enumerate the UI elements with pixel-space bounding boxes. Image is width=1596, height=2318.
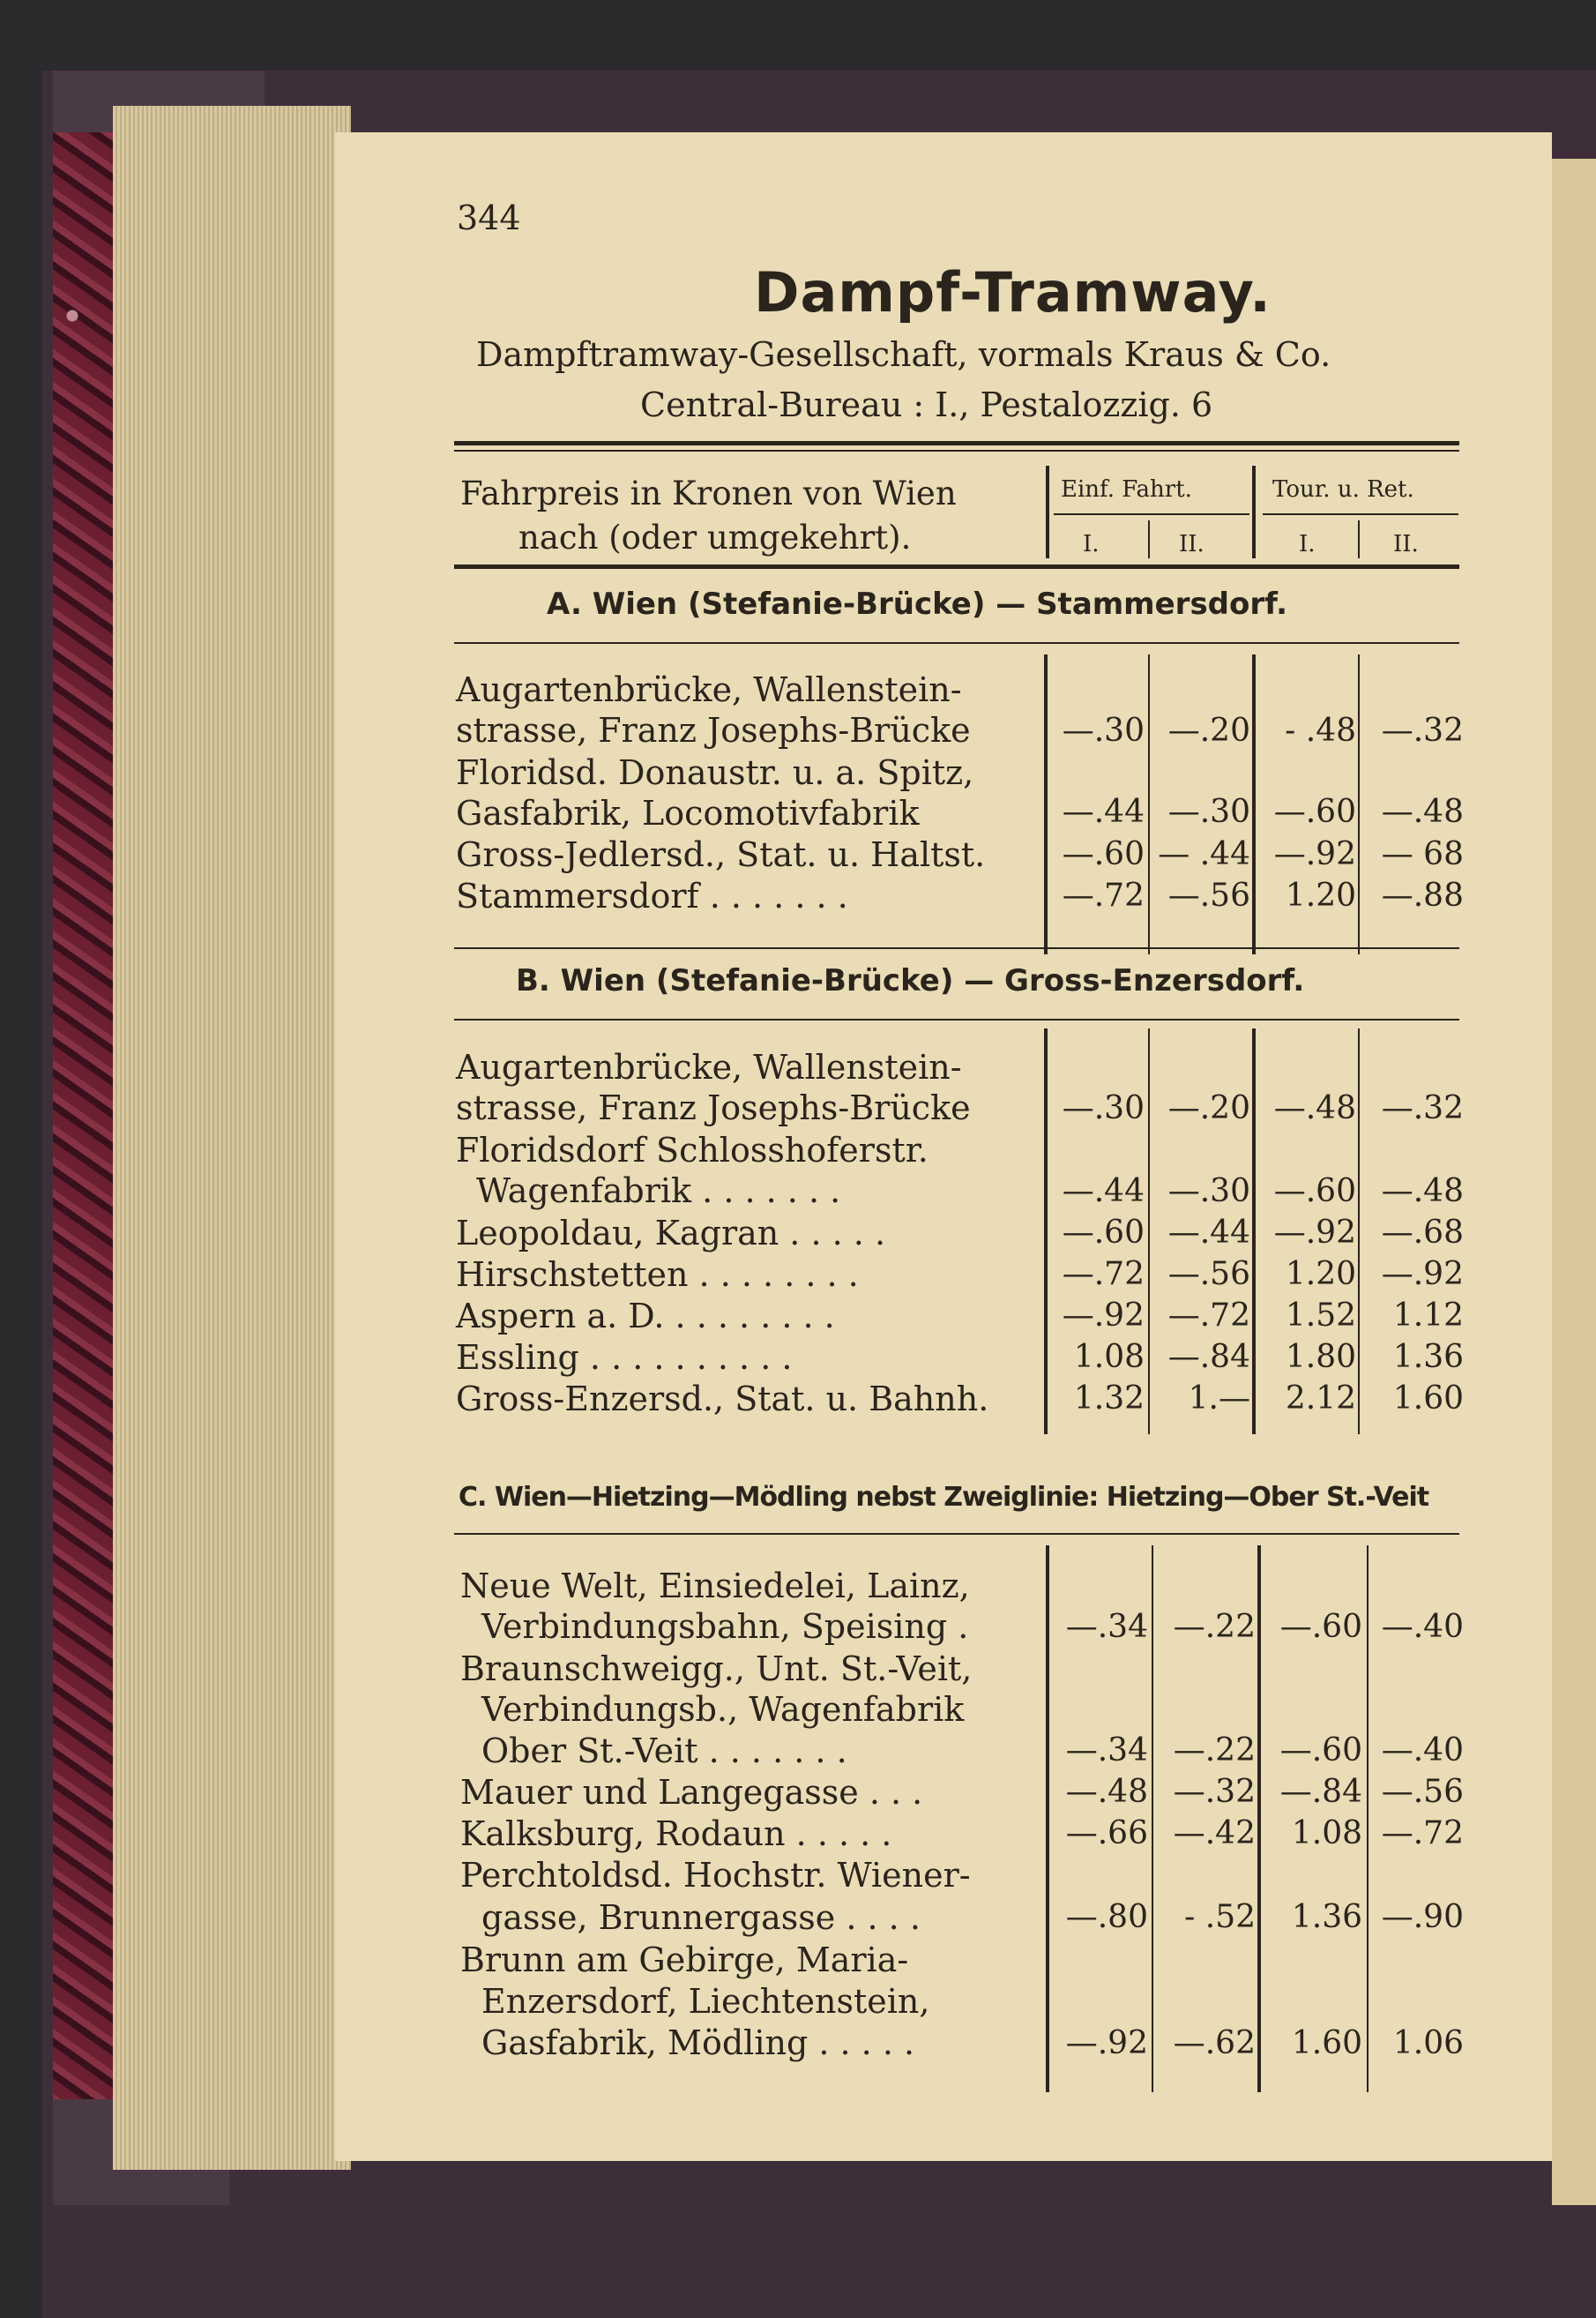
section-c-rule: [454, 1533, 1459, 1535]
c-line-11: Gasfabrik, Mödling . . . . .: [481, 2023, 915, 2062]
a-val-3-1: —.56: [1167, 878, 1250, 914]
col-einf-1: I.: [1083, 531, 1100, 557]
a-val-0-2: - .48: [1285, 713, 1356, 749]
c-val-1-1: —.22: [1173, 1732, 1256, 1768]
page-number: 344: [457, 198, 521, 237]
c-line-10: Enzersdorf, Liechtenstein,: [481, 1982, 930, 2021]
b-val-4-0: —.92: [1062, 1297, 1145, 1334]
b-val-2-2: —.92: [1273, 1215, 1356, 1251]
hdr-vline-3: [1252, 466, 1256, 558]
b-val-4-2: 1.52: [1285, 1297, 1356, 1334]
b-val-3-3: —.92: [1381, 1256, 1464, 1292]
c-val-0-1: —.22: [1173, 1609, 1256, 1645]
c-val-2-1: —.32: [1173, 1774, 1256, 1810]
a-val-3-0: —.72: [1062, 878, 1145, 914]
c-line-9: Brunn am Gebirge, Maria-: [460, 1940, 909, 1979]
b-val-5-0: 1.08: [1073, 1339, 1145, 1375]
header-bottom-rule: [454, 565, 1459, 569]
c-line-1: Verbindungsbahn, Speising .: [481, 1607, 969, 1646]
c-val-2-2: —.84: [1279, 1774, 1362, 1810]
a-val-0-1: —.20: [1167, 713, 1250, 749]
b-val-5-2: 1.80: [1285, 1339, 1356, 1375]
a-val-2-1: — .44: [1158, 836, 1250, 872]
a-line-4: Gross-Jedlersd., Stat. u. Haltst.: [456, 835, 986, 874]
c-val-2-0: —.48: [1065, 1774, 1148, 1810]
a-val-0-0: —.30: [1062, 713, 1145, 749]
c-val-5-0: —.92: [1065, 2025, 1148, 2061]
a-val-1-0: —.44: [1062, 794, 1145, 830]
a-line-1: strasse, Franz Josephs-Brücke: [456, 711, 971, 750]
c-val-5-3: 1.06: [1392, 2025, 1464, 2061]
b-val-6-2: 2.12: [1285, 1380, 1356, 1417]
b-line-2: Floridsdorf Schlosshoferstr.: [456, 1131, 929, 1170]
top-double-rule: [454, 441, 1459, 445]
a-val-1-3: —.48: [1381, 794, 1464, 830]
b-line-6: Aspern a. D. . . . . . . . .: [456, 1297, 835, 1335]
b-val-3-1: —.56: [1167, 1256, 1250, 1292]
c-val-4-3: —.90: [1381, 1899, 1464, 1935]
a-val-2-0: —.60: [1062, 836, 1145, 872]
fare-header-2: nach (oder umgekehrt).: [518, 519, 912, 557]
c-val-3-2: 1.08: [1291, 1815, 1362, 1851]
c-vline-2: [1152, 1545, 1153, 2092]
hdr-vline-1: [1046, 466, 1049, 558]
c-val-2-3: —.56: [1381, 1774, 1464, 1810]
b-line-3: Wagenfabrik . . . . . . .: [476, 1171, 841, 1210]
tour-underline: [1263, 513, 1458, 515]
b-val-2-0: —.60: [1062, 1215, 1145, 1251]
b-val-0-0: —.30: [1062, 1090, 1145, 1126]
b-val-0-1: —.20: [1167, 1090, 1250, 1126]
a-line-3: Gasfabrik, Locomotivfabrik: [456, 794, 920, 833]
c-val-4-1: - .52: [1184, 1899, 1256, 1935]
b-line-0: Augartenbrücke, Wallenstein-: [456, 1048, 962, 1087]
b-val-2-3: —.68: [1381, 1215, 1464, 1251]
office-line: Central-Bureau : I., Pestalozzig. 6: [640, 385, 1213, 424]
c-line-8: gasse, Brunnergasse . . . .: [481, 1898, 921, 1937]
section-a-rule: [454, 642, 1459, 644]
section-b-title: B. Wien (Stefanie-Brücke) — Gross-Enzersdorf.: [516, 963, 1305, 998]
einf-underline: [1054, 513, 1249, 515]
b-val-5-1: —.84: [1167, 1339, 1250, 1375]
b-val-0-3: —.32: [1381, 1090, 1464, 1126]
b-val-2-1: —.44: [1167, 1215, 1250, 1251]
a-val-2-3: — 68: [1381, 836, 1464, 872]
a-vline-1: [1044, 654, 1048, 954]
b-val-6-1: 1.—: [1188, 1380, 1250, 1417]
c-val-1-0: —.34: [1065, 1732, 1148, 1768]
c-val-5-2: 1.60: [1291, 2025, 1362, 2061]
a-line-2: Floridsd. Donaustr. u. a. Spitz,: [456, 753, 974, 792]
c-line-4: Ober St.-Veit . . . . . . .: [481, 1731, 847, 1770]
c-val-4-0: —.80: [1065, 1899, 1148, 1935]
tour-header: Tour. u. Ret.: [1272, 476, 1414, 503]
b-val-3-2: 1.20: [1285, 1256, 1356, 1292]
b-line-5: Hirschstetten . . . . . . . .: [456, 1255, 859, 1294]
company-line: Dampftramway-Gesellschaft, vormals Kraus & Co.: [476, 335, 1331, 374]
c-val-1-3: —.40: [1381, 1732, 1464, 1768]
a-line-5: Stammersdorf . . . . . . .: [456, 877, 848, 916]
top-thin-rule: [454, 450, 1459, 452]
a-val-0-3: —.32: [1381, 713, 1464, 749]
a-val-1-2: —.60: [1273, 794, 1356, 830]
b-val-5-3: 1.36: [1392, 1339, 1464, 1375]
c-line-5: Mauer und Langegasse . . .: [460, 1773, 923, 1812]
b-line-8: Gross-Enzersd., Stat. u. Bahnh.: [456, 1380, 989, 1418]
b-val-0-2: —.48: [1273, 1090, 1356, 1126]
a-val-2-2: —.92: [1273, 836, 1356, 872]
c-val-3-0: —.66: [1065, 1815, 1148, 1851]
c-val-3-3: —.72: [1381, 1815, 1464, 1851]
c-line-7: Perchtoldsd. Hochstr. Wiener-: [460, 1856, 971, 1895]
c-val-0-2: —.60: [1279, 1609, 1362, 1645]
b-val-4-3: 1.12: [1392, 1297, 1464, 1334]
b-vline-1: [1044, 1028, 1048, 1434]
c-val-5-1: —.62: [1173, 2025, 1256, 2061]
page-title: Dampf-Tramway.: [754, 260, 1272, 325]
c-val-0-0: —.34: [1065, 1609, 1148, 1645]
a-val-1-1: —.30: [1167, 794, 1250, 830]
c-vline-4: [1367, 1545, 1369, 2092]
a-vline-4: [1358, 654, 1360, 954]
a-vline-2: [1148, 654, 1150, 954]
a-line-0: Augartenbrücke, Wallenstein-: [456, 670, 962, 709]
c-line-2: Braunschweigg., Unt. St.-Veit,: [460, 1649, 973, 1688]
c-line-3: Verbindungsb., Wagenfabrik: [481, 1690, 965, 1729]
hdr-vline-2: [1148, 520, 1150, 558]
b-val-1-3: —.48: [1381, 1173, 1464, 1209]
b-line-7: Essling . . . . . . . . . .: [456, 1338, 793, 1377]
einf-header: Einf. Fahrt.: [1061, 476, 1192, 503]
fare-header-1: Fahrpreis in Kronen von Wien: [460, 475, 957, 512]
b-val-1-0: —.44: [1062, 1173, 1145, 1209]
a-vline-3: [1252, 654, 1256, 954]
col-einf-2: II.: [1179, 531, 1204, 557]
c-vline-3: [1257, 1545, 1261, 2092]
b-vline-3: [1252, 1028, 1256, 1434]
a-val-3-3: —.88: [1381, 878, 1464, 914]
hdr-vline-4: [1358, 520, 1360, 558]
b-val-6-3: 1.60: [1392, 1380, 1464, 1417]
c-val-4-2: 1.36: [1291, 1899, 1362, 1935]
c-val-3-1: —.42: [1173, 1815, 1256, 1851]
b-val-1-1: —.30: [1167, 1173, 1250, 1209]
b-vline-2: [1148, 1028, 1150, 1434]
c-vline-1: [1046, 1545, 1049, 2092]
b-val-1-2: —.60: [1273, 1173, 1356, 1209]
b-line-4: Leopoldau, Kagran . . . . .: [456, 1214, 886, 1252]
section-a-bottom-rule: [454, 947, 1459, 949]
c-line-0: Neue Welt, Einsiedelei, Lainz,: [460, 1567, 970, 1605]
b-val-3-0: —.72: [1062, 1256, 1145, 1292]
c-val-1-2: —.60: [1279, 1732, 1362, 1768]
c-val-0-3: —.40: [1381, 1609, 1464, 1645]
section-a-title: A. Wien (Stefanie-Brücke) — Stammersdorf.: [547, 587, 1287, 622]
section-c-title: C. Wien—Hietzing—Mödling nebst Zweiglinie: Hietzing—Ober St.-Veit: [459, 1482, 1429, 1513]
col-tour-1: I.: [1299, 531, 1316, 557]
a-val-3-2: 1.20: [1285, 878, 1356, 914]
col-tour-2: II.: [1393, 531, 1419, 557]
b-val-6-0: 1.32: [1073, 1380, 1145, 1417]
b-line-1: strasse, Franz Josephs-Brücke: [456, 1088, 971, 1127]
c-line-6: Kalksburg, Rodaun . . . . .: [460, 1814, 892, 1853]
b-val-4-1: —.72: [1167, 1297, 1250, 1334]
section-b-rule: [454, 1019, 1459, 1021]
b-vline-4: [1358, 1028, 1360, 1434]
